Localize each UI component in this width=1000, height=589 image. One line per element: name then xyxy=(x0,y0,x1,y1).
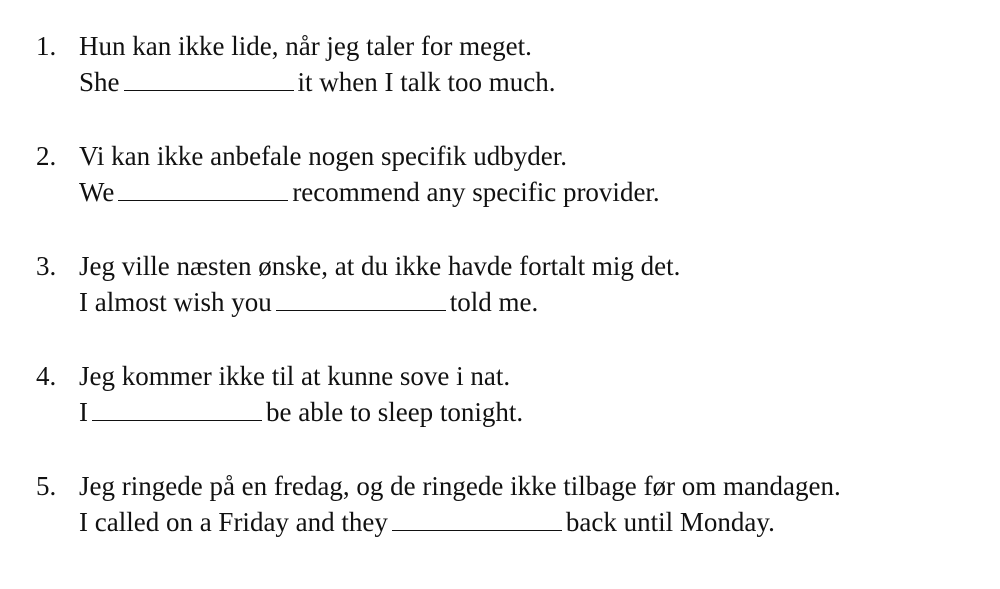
english-after-blank: be able to sleep tonight. xyxy=(266,397,524,427)
danish-sentence: Jeg ringede på en fredag, og de ringede ikke tilbage før om mandagen. xyxy=(79,471,841,501)
exercise-number: 2. xyxy=(36,141,57,171)
exercise-list xyxy=(36,28,986,578)
exercise-item-4 xyxy=(36,358,986,430)
danish-sentence: Hun kan ikke lide, når jeg taler for meget. xyxy=(79,31,532,61)
exercise-item-5 xyxy=(36,468,986,540)
english-sentence xyxy=(79,174,986,210)
english-sentence xyxy=(79,504,986,540)
english-before-blank: I called on a Friday and they xyxy=(79,507,388,537)
exercise-number: 4. xyxy=(36,361,57,391)
exercise-number: 3. xyxy=(36,251,57,281)
exercise-number: 5. xyxy=(36,471,57,501)
exercise-item-2 xyxy=(36,138,986,210)
exercise-item-3 xyxy=(36,248,986,320)
english-after-blank: told me. xyxy=(449,287,539,317)
english-before-blank: I almost wish you xyxy=(79,287,272,317)
exercise-item-1 xyxy=(36,28,986,100)
answer-blank[interactable] xyxy=(118,174,288,201)
english-before-blank: We xyxy=(79,177,115,207)
answer-blank[interactable] xyxy=(276,284,446,311)
answer-blank[interactable] xyxy=(392,504,562,531)
english-before-blank: I xyxy=(79,397,88,427)
english-sentence xyxy=(79,284,986,320)
english-after-blank: back until Monday. xyxy=(565,507,775,537)
exercise-number: 1. xyxy=(36,31,57,61)
danish-sentence: Vi kan ikke anbefale nogen specifik udbyder. xyxy=(79,141,567,171)
answer-blank[interactable] xyxy=(124,64,294,91)
danish-sentence: Jeg ville næsten ønske, at du ikke havde fortalt mig det. xyxy=(79,251,681,281)
english-before-blank: She xyxy=(79,67,120,97)
english-after-blank: it when I talk too much. xyxy=(297,67,556,97)
answer-blank[interactable] xyxy=(92,394,262,421)
english-sentence xyxy=(79,394,986,430)
english-sentence xyxy=(79,64,986,100)
english-after-blank: recommend any specific provider. xyxy=(292,177,660,207)
danish-sentence: Jeg kommer ikke til at kunne sove i nat. xyxy=(79,361,511,391)
